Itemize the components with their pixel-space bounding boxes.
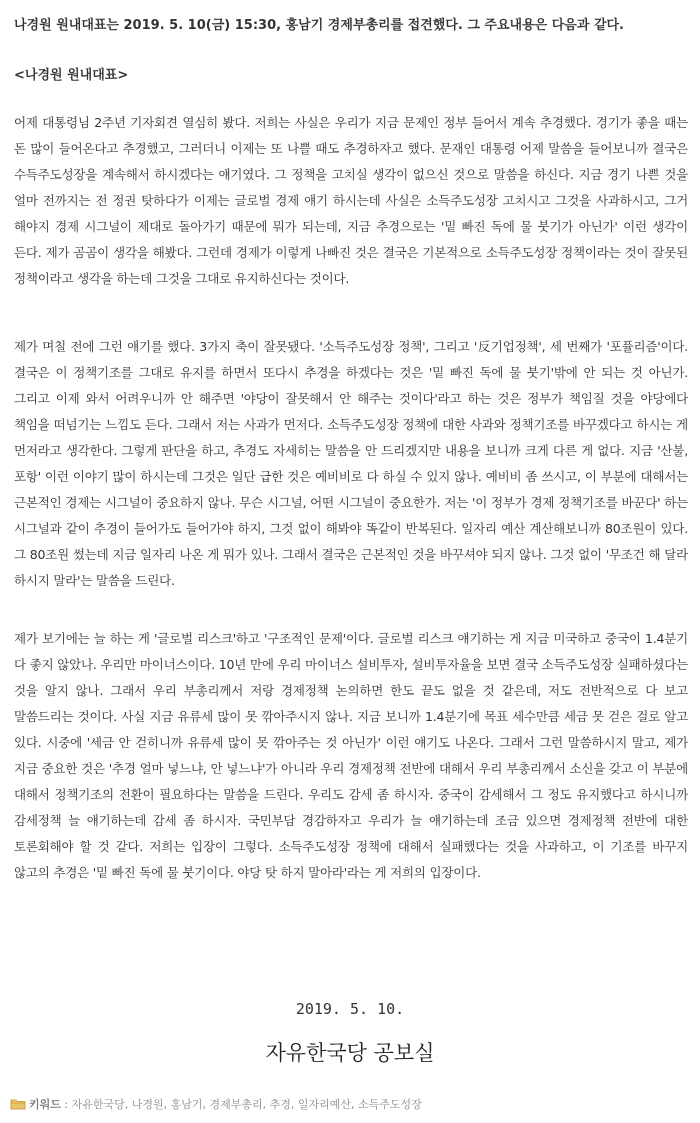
speaker-heading: <나경원 원내대표> bbox=[14, 68, 129, 83]
statement-paragraph-2: 제가 며칠 전에 그런 얘기를 했다. 3가지 축이 잘못됐다. '소득주도성장 정책', 그리고 '反기업정책', 세 번째가 '포퓰리즘'이다. 결국은 이 정책기조를 그대로 유지를 하면서 또다시 추경을 하겠다는 것은 '밑 빠진 독에 물 붓기'밖에 안 되는 것 아닌가. 그리고 이제 와서 어려우니까 안 해주면 '야당이 잘못해서 안 해주는 것이다'라고 하는 것은 정부가 책임질 것을 야당에다 책임을 떠넘기는 느낌도 든다. 그래서 저는 사과가 먼저다. 소득주도성장 정책에 대한 사과와 정책기조를 바꾸겠다고 하시는 게 먼저라고 생각한다. 그렇게 판단을 하고, 추경도 자세히는 말씀을 안 드리겠지만 내용을 보니까 크게 다른 게 없다. 지금 '산불, 포항' 이런 이야기 많이 하시는데 그것은 일단 급한 것은 예비비로 다 하실 수 있지 않나. 예비비 좀 쓰시고, 이 부분에 대해서는 근본적인 경제는 시그널이 중요하지 않나. 무슨 시그널, 어떤 시그널이 중요한가. 저는 '이 정부가 경제 정책기조를 바꾼다' 하는 시그널과 같이 추경이 들어가도 들어가야 하지, 그것 없이 해봐야 똑같이 반복된다. 일자리 예산 계산해보니까 80조원이 있다. 그 80조원 썼는데 지금 일자리 나온 게 뭐가 있나. 그래서 결국은 근본적인 것을 바꾸셔야 되지 않나. 그것 없이 '무조건 해 달라 하시지 말라'는 말씀을 드린다. bbox=[14, 339, 688, 588]
keywords-list: 자유한국당, 나경원, 홍남기, 경제부총리, 추경, 일자리예산, 소득주도성장 bbox=[71, 1098, 422, 1111]
statement-paragraph-3: 제가 보기에는 늘 하는 게 '글로벌 리스크'하고 '구조적인 문제'이다. 글로벌 리스크 얘기하는 게 지금 미국하고 중국이 1.4분기 다 좋지 않았나. 우리만 마이너스이다. 10년 만에 우리 마이너스 설비투자, 설비투자율을 보면 결국 소득주도성장 실패하셨다는 것을 알지 않나. 그래서 우리 부총리께서 저랑 경제정책 논의하면 한도 끝도 없을 것 같은데, 저도 전반적으로 다 보고 말씀드리는 것이다. 사실 지금 유류세 많이 못 깎아주시지 않나. 지금 보니까 1.4분기에 목표 세수만큼 세금 못 걷은 걸로 알고 있다. 시중에 '세금 안 걷히니까 유류세 많이 못 깎아주는 것 아닌가' 이런 얘기도 나온다. 그래서 그런 말씀하시지 말고, 제가 지금 중요한 것은 '추경 얼마 넣느냐, 안 넣느냐'가 아니라 우리 경제정책 전반에 대해서 우리 부총리께서 소신을 갖고 이 부분에 대해서 정책기조의 전환이 필요하다는 말씀을 드린다. 우리도 감세 좀 하시자. 중국이 감세해서 그 정도 유지했다고 하시니까 감세정책 늘 얘기하는데 감세 좀 하시자. 국민부담 경감하자고 우리가 늘 얘기하는데 조금 있으면 경제정책 전반에 대한 토론회해야 할 것 같다. 저희는 입장이 그렇다. 소득주도성장 정책에 대해서 실패했다는 것을 사과하고, 이 기조를 바꾸지 않고의 추경은 '밑 빠진 독에 물 붓기이다. 야당 탓 하지 말아라'라는 게 저희의 입장이다. bbox=[14, 631, 688, 880]
keywords-label: 키워드 bbox=[29, 1098, 61, 1111]
press-release-intro: 나경원 원내대표는 2019. 5. 10(금) 15:30, 홍남기 경제부총리를 접견했다. 그 주요내용은 다음과 같다. bbox=[14, 18, 624, 33]
keywords-separator: : bbox=[60, 1098, 72, 1111]
issuing-organization: 자유한국당 공보실 bbox=[265, 1041, 435, 1065]
statement-paragraph-1: 어제 대통령님 2주년 기자회견 열심히 봤다. 저희는 사실은 우리가 지금 문제인 정부 들어서 계속 추경했다. 경기가 좋을 때는 돈 많이 들어온다고 추경했고, 그러더니 이제는 또 나쁠 때도 추경하자고 했다. 문재인 대통령 어제 말씀을 들어보니까 결국은 수득주도성장을 계속해서 하시겠다는 얘기였다. 그 정책을 고치실 생각이 없으신 것으로 말씀을 하신다. 지금 경기 나쁜 것을 얼마 전까지는 전 정권 탓하다가 이제는 글로벌 경제 얘기 하시는데 사실은 소득주도성장 고치시고 그것을 사과하시고, 그거 해야지 경제 시그널이 제대로 돌아가기 때문에 뭐가 되는데, 지금 추경으로는 '밑 빠진 독에 물 붓기가 아닌가' 이런 생각이 든다. 제가 곰곰이 생각을 해봤다. 그런데 경제가 이렇게 나빠진 것은 결국은 기본적으로 소득주도성장 정책이라는 것이 잘못된 정책이라고 생각을 하는데 그것을 그대로 유지하신다는 것이다. bbox=[14, 115, 688, 286]
folder-icon bbox=[10, 1098, 26, 1110]
keywords-bar bbox=[10, 1096, 690, 1114]
release-date: 2019. 5. 10. bbox=[295, 1000, 405, 1018]
